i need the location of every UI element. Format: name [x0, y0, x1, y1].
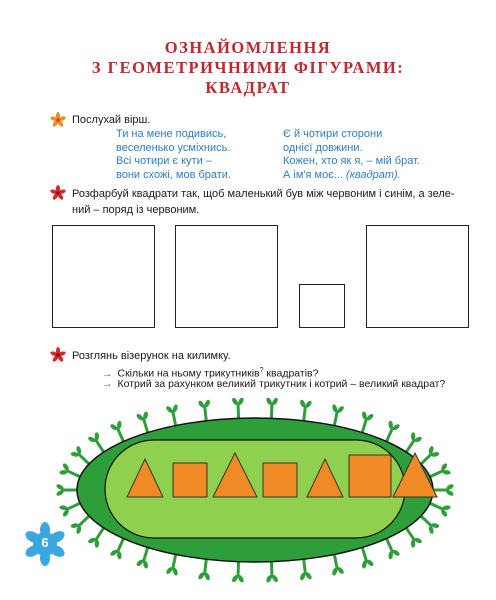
arrow-right-icon: →	[102, 367, 113, 380]
carpet-tassel	[421, 446, 440, 464]
carpet-tassel	[197, 559, 211, 581]
carpet-tassel	[430, 462, 451, 476]
poem-left-column	[116, 128, 231, 182]
question-mark: ?	[259, 367, 264, 374]
carpet-tassel	[406, 432, 422, 452]
carpet-tassel	[299, 399, 313, 421]
carpet-tassel	[59, 462, 80, 476]
carpet-tassel	[165, 404, 179, 426]
flower-bullet-icon	[50, 347, 66, 363]
carpet-illustration	[50, 398, 460, 583]
flower-bullet-icon	[50, 185, 66, 201]
carpet-tassel	[299, 559, 313, 581]
carpet-tassel	[70, 446, 89, 464]
color-square-1[interactable]	[52, 225, 155, 328]
flower-bullet-icon	[50, 112, 66, 128]
carpet-tassel	[70, 516, 89, 534]
carpet-tassel	[109, 539, 123, 560]
carpet-tassel	[197, 399, 211, 421]
page-title-line-1: ОЗНАЙОМЛЕННЯ	[164, 38, 332, 57]
page-number: 6	[41, 535, 49, 550]
carpet-tassel	[361, 411, 374, 433]
poem-line: Є й чотири сторони	[283, 128, 383, 140]
poem-line: веселенько усміхнись.	[116, 141, 231, 154]
carpet-tassel	[135, 411, 148, 433]
poem-line: Всі чотири є кути –	[116, 155, 212, 167]
poem-line-last	[283, 169, 420, 183]
task1-instruction: Послухай вірш.	[72, 114, 151, 126]
poem-line: вони схожі, мов брати.	[116, 168, 232, 181]
question-text: квадратів?	[263, 367, 319, 380]
carpet-tassel	[55, 483, 77, 497]
page-title-line-2: З ГЕОМЕТРИЧНИМИ ФІГУРАМИ:	[91, 58, 405, 77]
task3-question-2	[102, 378, 445, 391]
arrow-right-icon: →	[102, 378, 113, 390]
task3-instruction: Розглянь візерунок на килимку.	[72, 350, 231, 362]
carpet-tassel	[231, 562, 245, 583]
carpet-tassel	[387, 539, 401, 560]
carpet-tassel	[109, 421, 123, 442]
carpet-tassel	[331, 554, 345, 576]
color-square-2[interactable]	[175, 225, 278, 328]
carpet-square	[263, 463, 297, 497]
carpet-tassel	[87, 432, 103, 452]
carpet-tassel	[135, 547, 148, 569]
task2-instruction-line-1: Розфарбуй квадрати так, щоб маленький був між червоним і синім, а зеле-	[72, 188, 455, 200]
carpet-tassel	[87, 528, 103, 548]
question-text: Скільки на ньому трикутників	[117, 367, 260, 380]
poem-line: однієї довжини.	[283, 141, 363, 154]
carpet-square	[173, 463, 207, 497]
poem-line: А ім'я моє...	[283, 168, 343, 181]
carpet-tassel	[430, 503, 451, 517]
color-square-small[interactable]	[299, 284, 345, 328]
page-title-line-3: КВАДРАТ	[205, 78, 291, 97]
question-text: Котрий за рахунком великий трикутник і котрий – великий квадрат?	[117, 378, 446, 390]
poem-line: Ти на мене подивись,	[116, 128, 227, 140]
color-square-3[interactable]	[366, 225, 469, 328]
poem-line: Кожен, хто як я, – мій брат.	[283, 155, 420, 167]
carpet-tassel	[331, 404, 345, 426]
carpet-tassel	[406, 528, 422, 548]
carpet-tassel	[387, 421, 401, 442]
carpet-tassel	[265, 562, 279, 583]
poem-right-column	[283, 128, 420, 182]
carpet-tassel	[361, 547, 374, 569]
carpet-tassel	[231, 398, 245, 418]
carpet-tassel	[265, 398, 279, 418]
task2-instruction-line-2: ний – поряд із червоним.	[72, 204, 200, 216]
carpet-tassel	[165, 554, 179, 576]
carpet-square	[349, 455, 391, 497]
poem-answer: (квадрат).	[346, 168, 401, 181]
carpet-tassel	[59, 503, 80, 517]
carpet-tassel	[421, 516, 440, 534]
